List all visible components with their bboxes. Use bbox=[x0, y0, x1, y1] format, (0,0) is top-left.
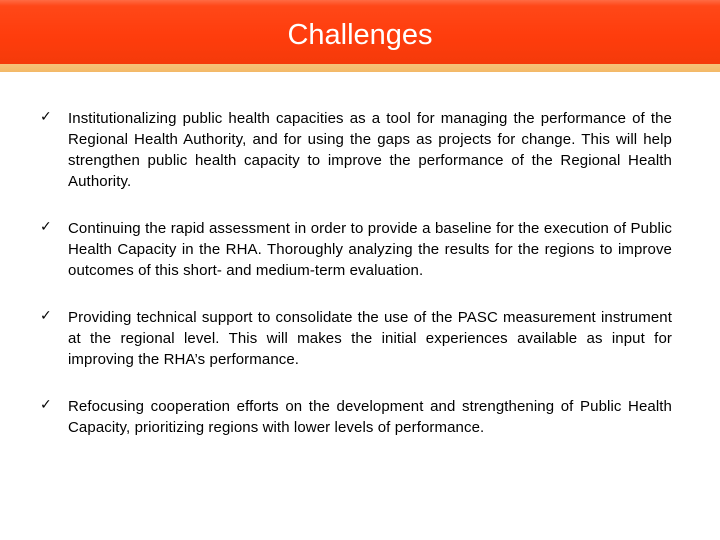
list-item bbox=[40, 396, 672, 438]
list-item-text: Providing technical support to consolidate the use of the PASC measurement instrument at the regional level. This will makes the initial experiences available as input for improving the RHA’s performance. bbox=[68, 309, 672, 368]
check-icon: ✓ bbox=[40, 219, 52, 235]
list-item bbox=[40, 218, 672, 281]
check-icon: ✓ bbox=[40, 109, 52, 125]
check-icon: ✓ bbox=[40, 308, 52, 324]
title-accent-stripe bbox=[0, 64, 720, 72]
check-icon: ✓ bbox=[40, 397, 52, 413]
list-item bbox=[40, 108, 672, 192]
title-bar-shine bbox=[0, 0, 720, 6]
list-item-text: Continuing the rapid assessment in order to provide a baseline for the execution of Public Health Capacity in the RHA. Thoroughly analyzing the results for the regions to improve outcomes of this short- and medium-term evaluation. bbox=[68, 220, 672, 279]
list-item-text: Refocusing cooperation efforts on the development and strengthening of Public Health Capacity, prioritizing regions with lower levels of performance. bbox=[68, 398, 672, 436]
list-item bbox=[40, 307, 672, 370]
slide-title: Challenges bbox=[287, 19, 433, 51]
list-item-text: Institutionalizing public health capacities as a tool for managing the performance of the Regional Health Authority, and for using the gaps as projects for change. This will help strengthen public health capacity to improve the performance of the Regional Health Authority. bbox=[68, 110, 672, 190]
challenges-list bbox=[40, 108, 672, 464]
